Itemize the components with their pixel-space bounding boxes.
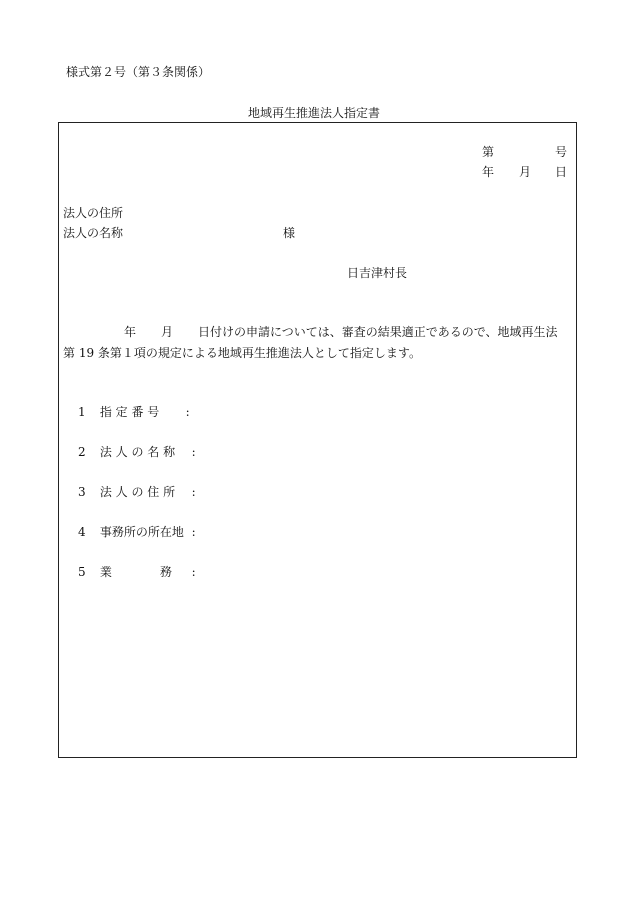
body-line2-text: 第 19 条第１項の規定による地域再生推進法人として指定します。 xyxy=(63,346,421,360)
name-label: 法人の名称 xyxy=(63,226,124,240)
item-colon: : xyxy=(191,565,196,579)
item-number: 2 xyxy=(78,445,86,459)
item-colon: : xyxy=(191,485,196,499)
document-title: 地域再生推進法人指定書 xyxy=(248,106,381,120)
item-number: 1 xyxy=(78,405,86,419)
body-line1-text: 日付けの申請については、審査の結果適正であるので、地域再生法 xyxy=(198,325,558,339)
date-year: 年 xyxy=(482,165,495,179)
body-date-year: 年 xyxy=(124,325,137,339)
date-month: 月 xyxy=(519,165,532,179)
list-item xyxy=(78,446,196,458)
item-label: 事務所の所在地 xyxy=(99,525,184,539)
item-label: 法 人 の 住 所 xyxy=(99,485,176,499)
list-item xyxy=(78,526,196,538)
item-label: 業 務 xyxy=(99,565,172,579)
item-number: 5 xyxy=(78,565,86,579)
item-number: 4 xyxy=(78,525,86,539)
form-frame xyxy=(58,122,577,758)
item-colon: : xyxy=(191,445,196,459)
number-prefix: 第 xyxy=(482,145,495,159)
item-colon: : xyxy=(185,405,190,419)
list-item xyxy=(78,566,196,578)
item-colon: : xyxy=(191,525,196,539)
item-label: 法 人 の 名 称 xyxy=(99,445,176,459)
number-suffix: 号 xyxy=(555,145,568,159)
body-date-month: 月 xyxy=(161,325,174,339)
item-number: 3 xyxy=(78,485,86,499)
form-code: 様式第２号（第３条関係） xyxy=(66,65,211,79)
item-label: 指 定 番 号 xyxy=(99,405,160,419)
list-item xyxy=(78,486,196,498)
address-label: 法人の住所 xyxy=(63,206,124,220)
honorific: 様 xyxy=(283,226,296,240)
list-item xyxy=(78,406,190,418)
issuer: 日吉津村長 xyxy=(347,266,408,280)
date-day: 日 xyxy=(555,165,568,179)
